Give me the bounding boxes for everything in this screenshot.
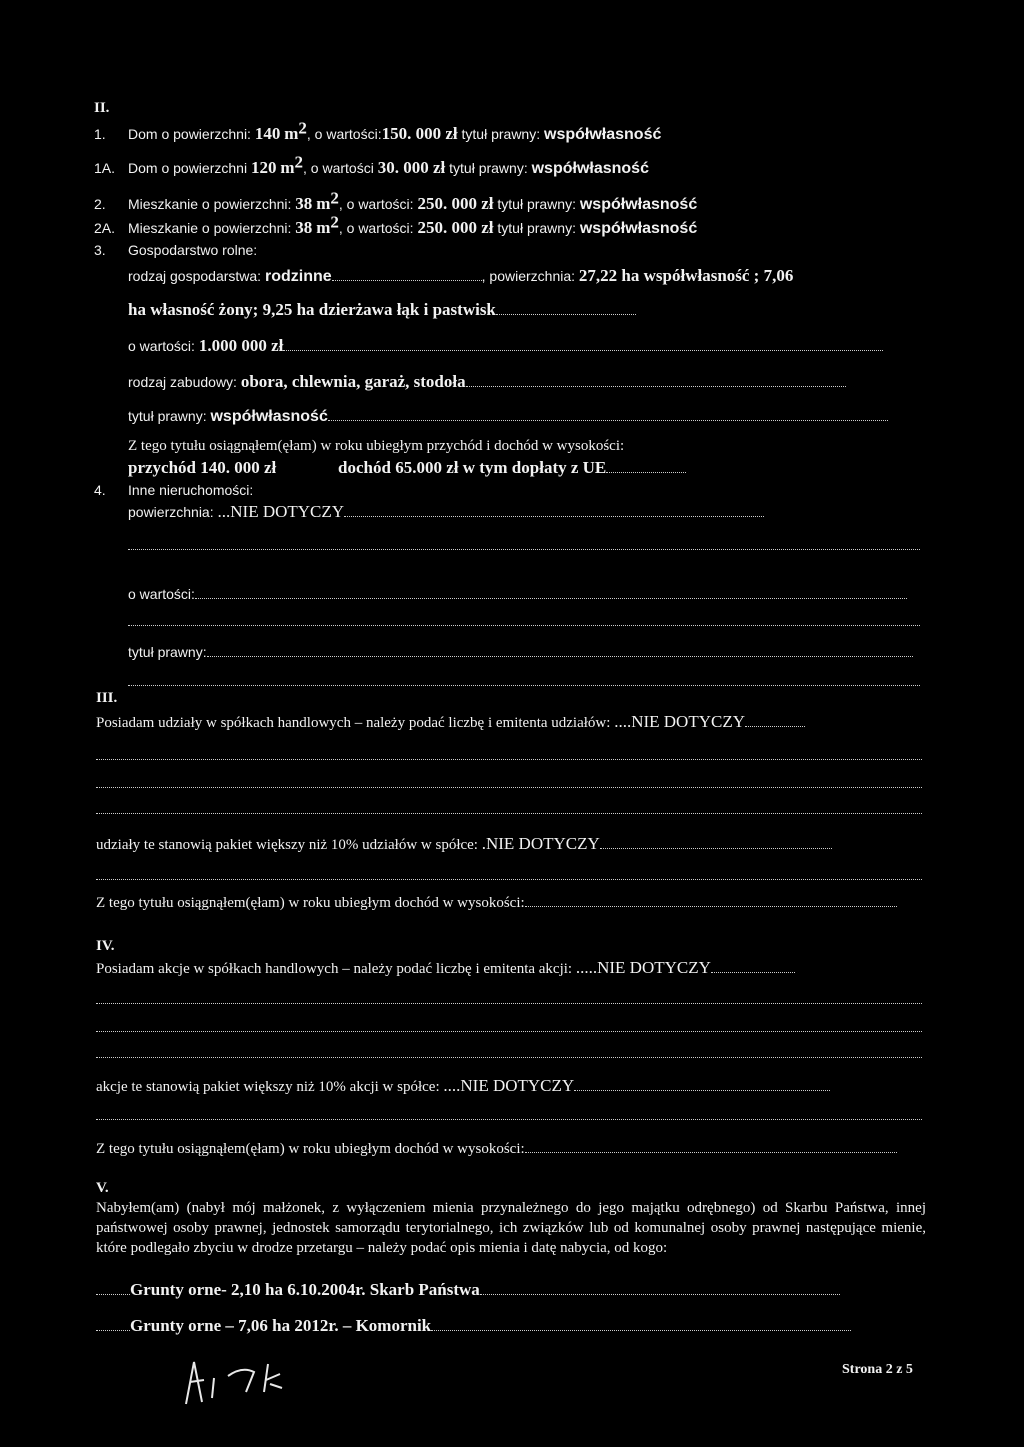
shares-line: Posiadam udziały w spółkach handlowych – należy podać liczbę i emitenta udziałów: ....NIE DOTYCZY xyxy=(96,712,805,733)
dotted-fill xyxy=(525,892,897,907)
property-item-2: 2. Mieszkanie o powierzchni: 38 $m^2$, o wartości: 250. 000 zł tytuł prawny: współwłasność xyxy=(94,188,698,213)
acquired-property-description: Nabyłem(am) (nabył mój małżonek, z wyłączeniem mienia przynależnego do jego majątku odrębnego) od Skarbu Państwa, innej państwowej osoby prawnej, jednostek samorządu terytorialnego, ich związków lub od komunalnej osoby prawnej następujące mienie, które podlegało zbyciu w drodze przetargu – należy podać opis mienia i datę nabycia, od kogo: xyxy=(96,1200,926,1256)
dotted-fill xyxy=(195,584,907,599)
farm-type-line: rodzaj gospodarstwa: rodzinne , powierzchnia: 27,22 ha współwłasność ; 7,06 xyxy=(128,266,794,285)
farm-income-label: Z tego tytułu osiągnąłem(ęłam) w roku ubiegłym przychód i dochód w wysokości: xyxy=(128,438,625,454)
property-item-1: 1. Dom o powierzchni: 140 $m^2$, o wartości:150. 000 zł tytuł prawny: współwłasność xyxy=(94,118,662,143)
acquired-item-1: Grunty orne- 2,10 ha 6.10.2004r. Skarb Państwa xyxy=(96,1280,840,1301)
dotted-fill xyxy=(466,372,846,387)
dotted-fill xyxy=(525,1138,897,1153)
shares-income-line: Z tego tytułu osiągnąłem(ęłam) w roku ubiegłym dochód w wysokości: xyxy=(96,892,897,913)
dotted-line xyxy=(96,758,922,760)
dotted-fill xyxy=(207,642,913,657)
section-4-heading: IV. xyxy=(96,938,115,954)
dotted-fill xyxy=(745,712,805,727)
shares-package-line: udziały te stanowią pakiet większy niż 10% udziałów w spółce: .NIE DOTYCZY xyxy=(96,834,832,855)
dotted-fill xyxy=(328,406,888,421)
other-property-area-line: powierzchnia: ...NIE DOTYCZY xyxy=(128,502,764,522)
dotted-fill xyxy=(711,958,795,973)
dotted-fill xyxy=(332,266,482,281)
dotted-fill xyxy=(344,502,764,517)
property-item-1a: 1A. Dom o powierzchni 120 $m^2$, o wartości 30. 000 zł tytuł prawny: współwłasność xyxy=(94,152,649,177)
dotted-fill xyxy=(96,1316,130,1331)
handwritten-signature xyxy=(176,1358,306,1408)
dotted-fill xyxy=(283,336,883,351)
dotted-line xyxy=(128,548,920,550)
dotted-fill xyxy=(574,1076,830,1091)
dotted-line xyxy=(96,786,922,788)
section-5-heading: V. xyxy=(96,1180,109,1196)
farm-value-line: o wartości: 1.000 000 zł xyxy=(128,336,883,356)
farm-item-3: 3. Gospodarstwo rolne: xyxy=(94,242,258,258)
other-property-value-line: o wartości: xyxy=(128,584,907,604)
dotted-fill xyxy=(496,300,636,315)
section-3-heading: III. xyxy=(96,690,118,706)
section-2-heading: II. xyxy=(94,100,110,116)
farm-title-line: tytuł prawny: współwłasność xyxy=(128,406,888,427)
acquired-item-2: Grunty orne – 7,06 ha 2012r. – Komornik xyxy=(96,1316,851,1337)
property-item-2a: 2A. Mieszkanie o powierzchni: 38 $m^2$, o wartości: 250. 000 zł tytuł prawny: współwłasność xyxy=(94,212,698,237)
dotted-fill xyxy=(431,1316,851,1331)
dotted-fill xyxy=(600,834,832,849)
dotted-line xyxy=(96,1118,922,1120)
dotted-line xyxy=(128,624,920,626)
other-property-item-4: 4. Inne nieruchomości: xyxy=(94,482,254,498)
stocks-line: Posiadam akcje w spółkach handlowych – należy podać liczbę i emitenta akcji: .....NIE DOTYCZY xyxy=(96,958,795,979)
farm-income-values: przychód 140. 000 zł dochód 65.000 zł w tym dopłaty z UE xyxy=(128,458,686,479)
dotted-fill xyxy=(606,458,686,473)
dotted-fill xyxy=(480,1280,840,1295)
page-number: Strona 2 z 5 xyxy=(842,1362,913,1377)
dotted-fill xyxy=(96,1280,130,1295)
farm-buildings-line: rodzaj zabudowy: obora, chlewnia, garaż, stodoła xyxy=(128,372,846,392)
other-property-title-line: tytuł prawny: xyxy=(128,642,913,662)
dotted-line xyxy=(96,878,922,880)
stocks-package-line: akcje te stanowią pakiet większy niż 10% akcji w spółce: ....NIE DOTYCZY xyxy=(96,1076,830,1097)
dotted-line xyxy=(96,1056,922,1058)
dotted-line xyxy=(96,812,922,814)
stocks-income-line: Z tego tytułu osiągnąłem(ęłam) w roku ubiegłym dochód w wysokości: xyxy=(96,1138,897,1159)
dotted-line xyxy=(128,684,920,686)
dotted-line xyxy=(96,1030,922,1032)
dotted-line xyxy=(96,1002,922,1004)
farm-area-continued: ha własność żony; 9,25 ha dzierżawa łąk i pastwisk xyxy=(128,300,636,321)
